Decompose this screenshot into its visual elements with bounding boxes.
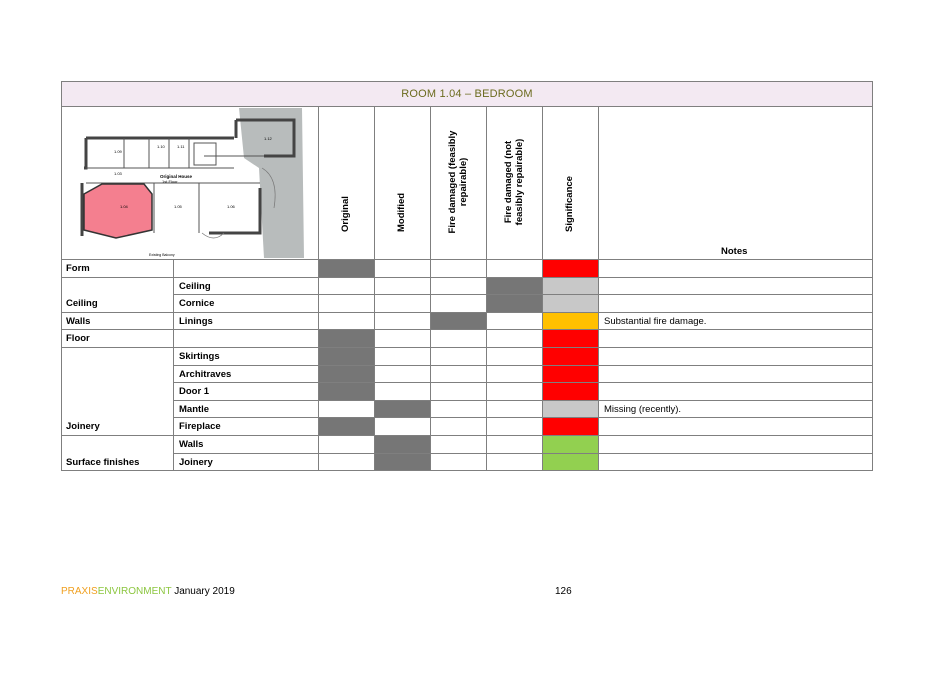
mark-cell	[431, 313, 486, 330]
column-header-4: Fire damaged (not feasibly repairable)	[503, 138, 525, 226]
mark-cell	[375, 436, 430, 453]
grid-line	[542, 106, 543, 470]
significance-cell	[543, 454, 598, 471]
row-item-label: Skirtings	[179, 351, 220, 362]
page-number: 126	[555, 586, 572, 597]
significance-cell	[543, 330, 598, 347]
grid-line	[486, 106, 487, 470]
mark-cell	[375, 401, 430, 418]
row-item-label: Linings	[179, 315, 213, 327]
svg-text:1.10: 1.10	[157, 144, 165, 149]
footer	[61, 586, 235, 597]
svg-text:1.05: 1.05	[174, 204, 182, 209]
grid-line	[173, 453, 873, 454]
column-header-1: Original	[340, 196, 351, 232]
row-group-label: Ceiling	[66, 298, 98, 310]
grid-line	[598, 106, 599, 470]
grid-line	[318, 106, 319, 470]
grid-line	[173, 259, 174, 470]
significance-cell	[543, 401, 598, 418]
row-group-label: Floor	[66, 333, 90, 345]
row-item-label: Fireplace	[179, 421, 221, 433]
grid-line	[61, 81, 873, 82]
grid-line	[430, 106, 431, 470]
footer-date: January 2019	[174, 586, 235, 597]
notes-header: Notes	[721, 246, 748, 257]
significance-cell	[543, 418, 598, 435]
significance-cell	[543, 348, 598, 365]
row-group-label: Walls	[66, 315, 91, 327]
significance-cell	[543, 366, 598, 383]
svg-text:Existing Balcony: Existing Balcony	[149, 253, 175, 257]
column-header-2: Modified	[396, 192, 407, 232]
grid-line	[61, 81, 62, 471]
svg-text:1.12: 1.12	[264, 136, 272, 141]
floorplan-image	[64, 108, 316, 258]
brand-environment: ENVIRONMENT	[97, 586, 172, 597]
grid-line	[173, 417, 873, 418]
row-item-label: Walls	[179, 439, 204, 450]
significance-cell	[543, 295, 598, 312]
significance-cell	[543, 260, 598, 277]
grid-line	[173, 365, 873, 366]
mark-cell	[319, 366, 374, 383]
grid-line	[173, 294, 873, 295]
mark-cell	[487, 278, 542, 295]
brand-praxis: PRAXIS	[61, 586, 98, 597]
svg-text:Original House: Original House	[160, 174, 193, 179]
mark-cell	[319, 383, 374, 400]
significance-cell	[543, 436, 598, 453]
row-item-label: Door 1	[179, 386, 210, 398]
row-group-label: Form	[66, 263, 90, 274]
svg-text:1.09: 1.09	[114, 149, 122, 154]
row-group-label: Surface finishes	[66, 456, 140, 468]
svg-text:1.06: 1.06	[227, 204, 235, 209]
row-item-label: Mantle	[179, 403, 210, 415]
significance-cell	[543, 313, 598, 330]
mark-cell	[319, 418, 374, 435]
row-item-label: Cornice	[179, 298, 215, 310]
svg-text:1.11: 1.11	[177, 144, 185, 149]
significance-cell	[543, 383, 598, 400]
mark-cell	[375, 454, 430, 471]
grid-line	[173, 400, 873, 401]
row-group-label: Joinery	[66, 421, 100, 433]
column-header-5: Significance	[564, 176, 575, 232]
grid-line	[872, 81, 873, 471]
table-title: ROOM 1.04 – BEDROOM	[401, 88, 533, 100]
column-header-3: Fire damaged (feasibly repairable)	[447, 130, 469, 234]
row-item-label: Ceiling	[179, 280, 211, 292]
grid-line	[374, 106, 375, 470]
mark-cell	[319, 348, 374, 365]
grid-line	[61, 259, 873, 260]
significance-cell	[543, 278, 598, 295]
mark-cell	[319, 330, 374, 347]
mark-cell	[487, 295, 542, 312]
mark-cell	[319, 260, 374, 277]
grid-line	[173, 382, 873, 383]
svg-text:1st Floor: 1st Floor	[162, 179, 178, 184]
row-item-label: Architraves	[179, 368, 232, 380]
row-item-label: Joinery	[179, 456, 213, 468]
row-note: Missing (recently).	[604, 403, 682, 415]
svg-text:1.04: 1.04	[120, 204, 128, 209]
grid-line	[61, 106, 873, 107]
svg-text:1.03: 1.03	[114, 171, 122, 176]
row-note: Substantial fire damage.	[604, 315, 707, 327]
